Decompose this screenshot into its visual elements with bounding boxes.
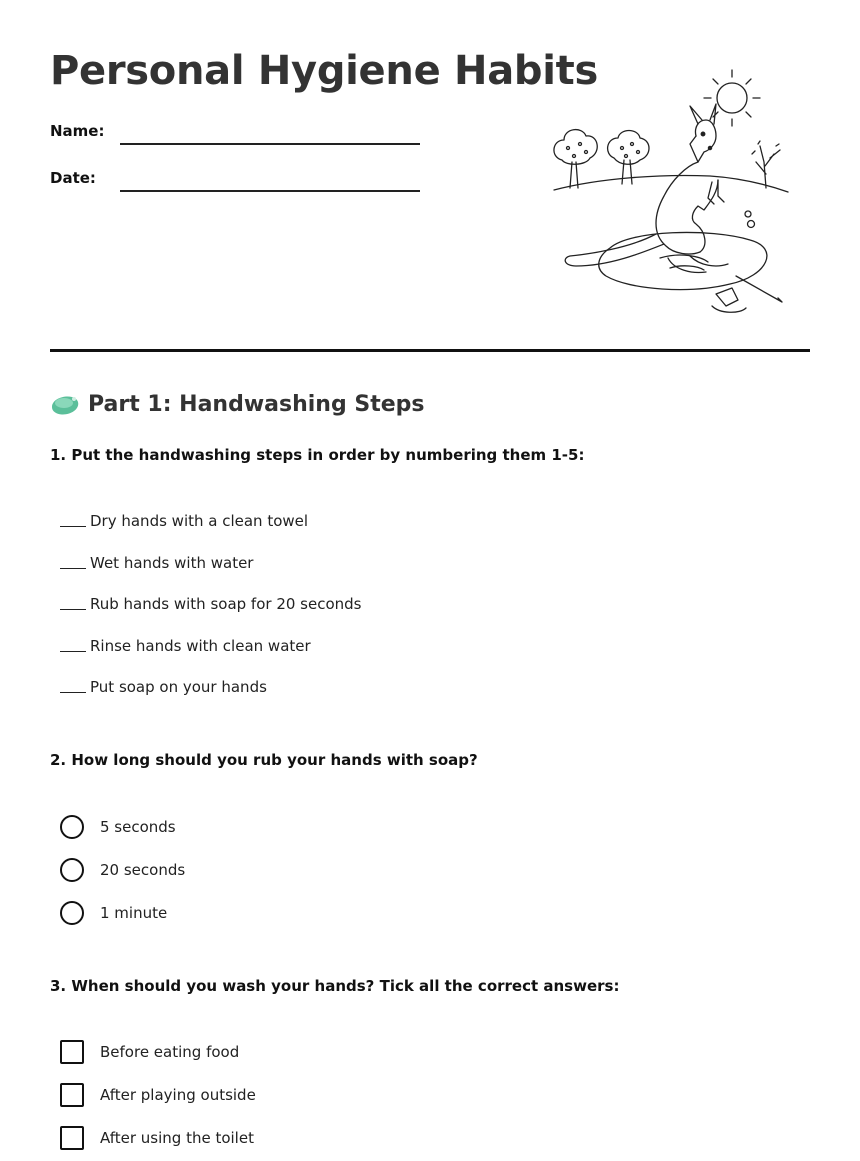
- option-label: After playing outside: [100, 1086, 256, 1104]
- radio-option[interactable]: [60, 815, 176, 839]
- step-label: Rinse hands with clean water: [90, 637, 311, 655]
- radio-button[interactable]: [60, 815, 84, 839]
- question-2-prompt: 2. How long should you rub your hands with soap?: [50, 751, 478, 769]
- soap-icon: [50, 391, 80, 417]
- option-label: 1 minute: [100, 904, 168, 922]
- date-field[interactable]: [120, 190, 420, 192]
- number-blank[interactable]: [60, 609, 86, 610]
- kangaroo-illustration: [540, 62, 800, 322]
- step-item[interactable]: [60, 678, 267, 696]
- checkbox-option[interactable]: [60, 1083, 256, 1107]
- step-label: Put soap on your hands: [90, 678, 267, 696]
- checkbox[interactable]: [60, 1126, 84, 1150]
- tree-icon: [608, 131, 649, 185]
- radio-option[interactable]: [60, 858, 185, 882]
- sapling-icon: [752, 141, 780, 188]
- radio-button[interactable]: [60, 858, 84, 882]
- step-item[interactable]: [60, 595, 361, 613]
- date-label: Date:: [50, 169, 96, 187]
- step-label: Wet hands with water: [90, 554, 254, 572]
- question-1-prompt: 1. Put the handwashing steps in order by numbering them 1-5:: [50, 446, 585, 464]
- number-blank[interactable]: [60, 568, 86, 569]
- number-blank[interactable]: [60, 651, 86, 652]
- checkbox-option[interactable]: [60, 1126, 254, 1150]
- option-label: Before eating food: [100, 1043, 240, 1061]
- number-blank[interactable]: [60, 526, 86, 527]
- step-item[interactable]: [60, 637, 311, 655]
- number-blank[interactable]: [60, 692, 86, 693]
- sun-icon: [704, 70, 760, 126]
- page-title: Personal Hygiene Habits: [50, 48, 598, 94]
- step-label: Dry hands with a clean towel: [90, 512, 309, 530]
- question-3-prompt: 3. When should you wash your hands? Tick all the correct answers:: [50, 977, 620, 995]
- name-label: Name:: [50, 122, 105, 140]
- option-label: After using the toilet: [100, 1129, 254, 1147]
- section-heading-text: Part 1: Handwashing Steps: [88, 391, 425, 417]
- radio-button[interactable]: [60, 901, 84, 925]
- option-label: 20 seconds: [100, 861, 186, 879]
- section-heading-part1: [50, 388, 425, 420]
- name-field[interactable]: [120, 143, 420, 145]
- checkbox-option[interactable]: [60, 1040, 239, 1064]
- radio-option[interactable]: [60, 901, 167, 925]
- tree-icon: [554, 130, 597, 188]
- option-label: 5 seconds: [100, 818, 176, 836]
- checkbox[interactable]: [60, 1040, 84, 1064]
- step-label: Rub hands with soap for 20 seconds: [90, 595, 362, 613]
- header-divider: [50, 349, 810, 352]
- checkbox[interactable]: [60, 1083, 84, 1107]
- step-item[interactable]: [60, 554, 253, 572]
- step-item[interactable]: [60, 512, 308, 530]
